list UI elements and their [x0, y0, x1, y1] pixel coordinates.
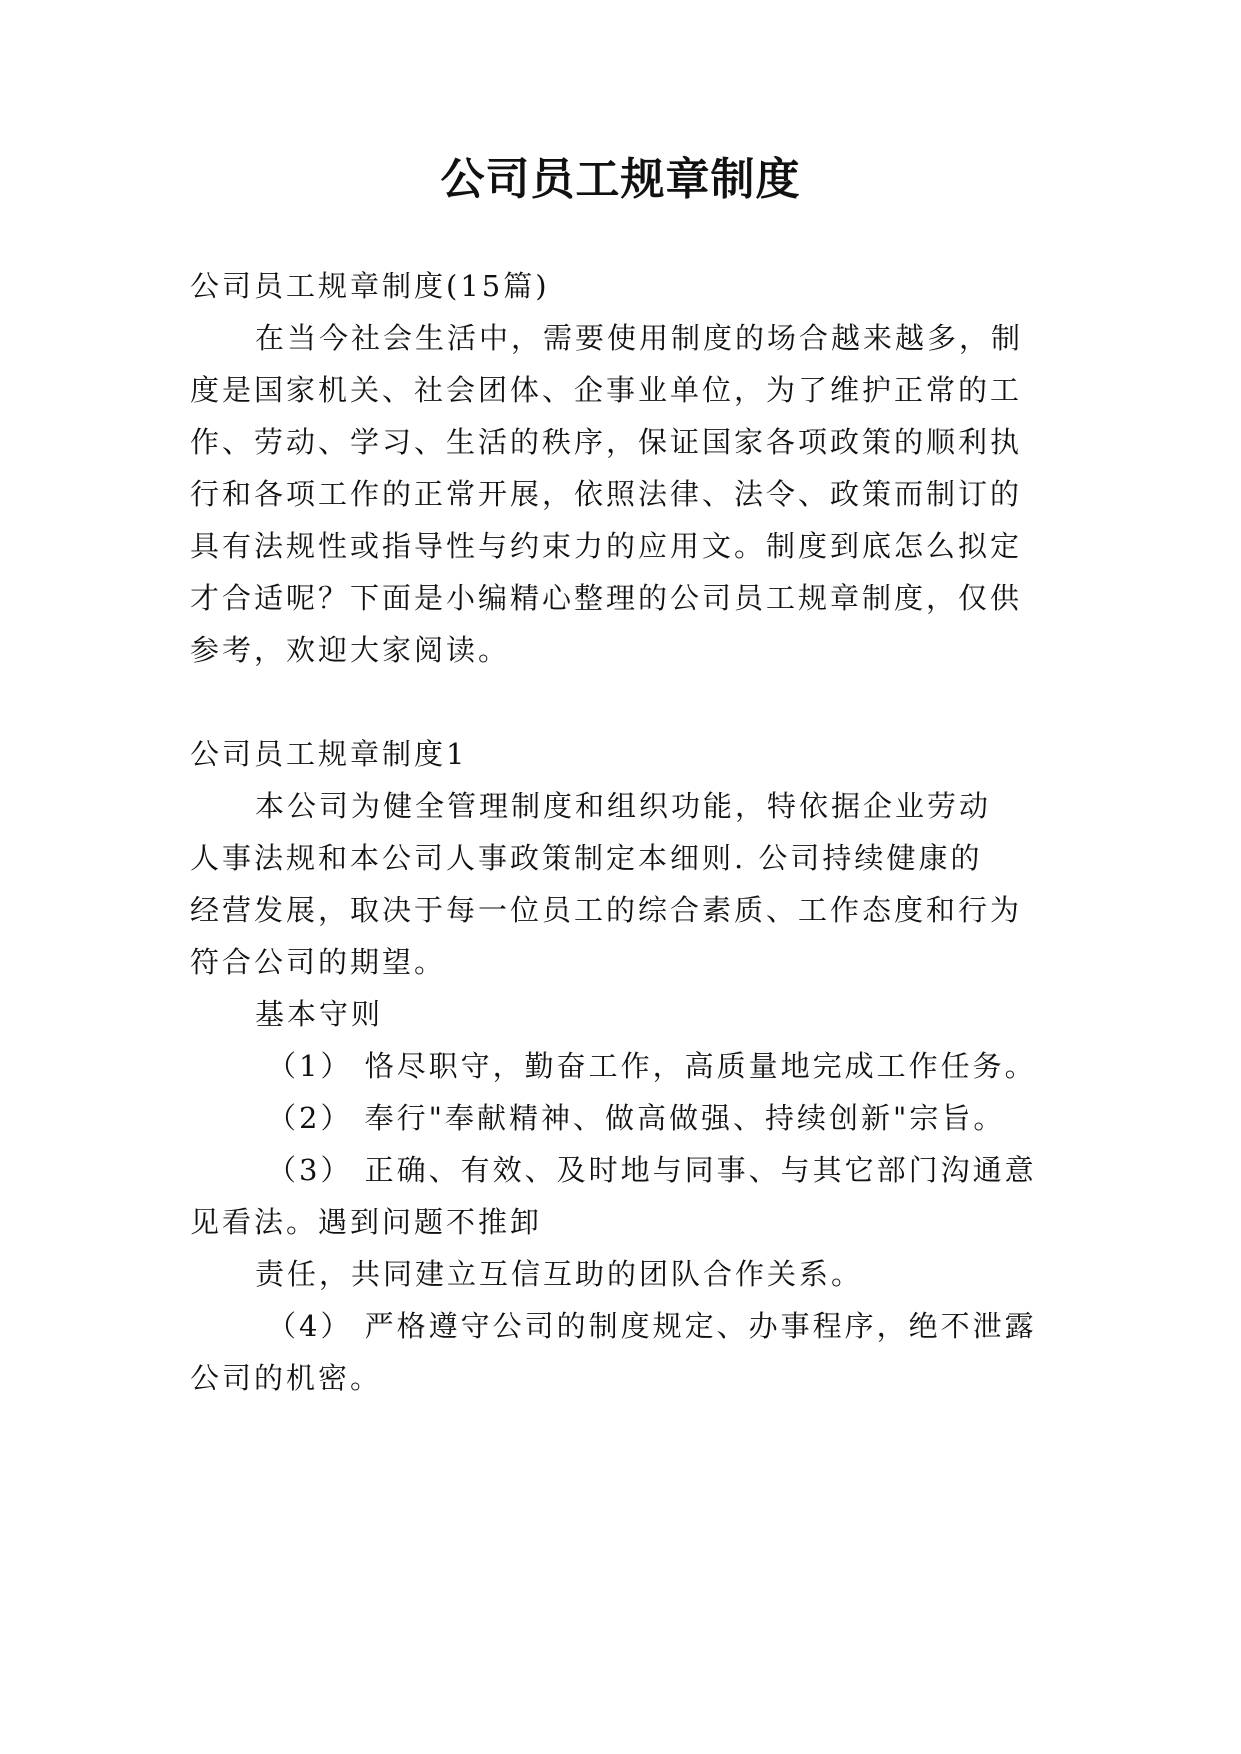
- subsection-heading: 基本守则: [255, 997, 384, 1031]
- rule-item: （4） 严格遵守公司的制度规定、办事程序，绝不泄露: [267, 1309, 1037, 1343]
- subtitle-line: 公司员工规章制度(15篇): [190, 269, 550, 303]
- paragraph-line: 符合公司的期望。: [190, 945, 447, 979]
- rule-item: （2） 奉行"奉献精神、做高做强、持续创新"宗旨。: [267, 1101, 1006, 1135]
- rule-item: （3） 正确、有效、及时地与同事、与其它部门沟通意: [267, 1153, 1037, 1187]
- paragraph-line: 才合适呢？下面是小编精心整理的公司员工规章制度，仅供: [190, 581, 1023, 615]
- paragraph-line: 作、劳动、学习、生活的秩序，保证国家各项政策的顺利执: [190, 425, 1023, 459]
- rule-item-continuation: 责任，共同建立互信互助的团队合作关系。: [255, 1257, 864, 1291]
- section-heading: 公司员工规章制度1: [190, 737, 468, 771]
- paragraph-line: 经营发展，取决于每一位员工的综合素质、工作态度和行为: [190, 893, 1023, 927]
- paragraph-line: 在当今社会生活中，需要使用制度的场合越来越多，制: [255, 321, 1024, 355]
- paragraph-line: 人事法规和本公司人事政策制定本细则. 公司持续健康的: [190, 841, 983, 875]
- paragraph-line: 度是国家机关、社会团体、企事业单位，为了维护正常的工: [190, 373, 1023, 407]
- paragraph-line: 本公司为健全管理制度和组织功能，特依据企业劳动: [255, 789, 992, 823]
- rule-item-continuation: 见看法。遇到问题不推卸: [190, 1205, 543, 1239]
- paragraph-line: 参考，欢迎大家阅读。: [190, 633, 511, 667]
- paragraph-line: 具有法规性或指导性与约束力的应用文。制度到底怎么拟定: [190, 529, 1023, 563]
- rule-item: （1） 恪尽职守，勤奋工作，高质量地完成工作任务。: [267, 1049, 1037, 1083]
- document-title: 公司员工规章制度: [440, 154, 801, 205]
- paragraph-line: 行和各项工作的正常开展，依照法律、法令、政策而制订的: [190, 477, 1023, 511]
- rule-item-continuation: 公司的机密。: [190, 1361, 383, 1395]
